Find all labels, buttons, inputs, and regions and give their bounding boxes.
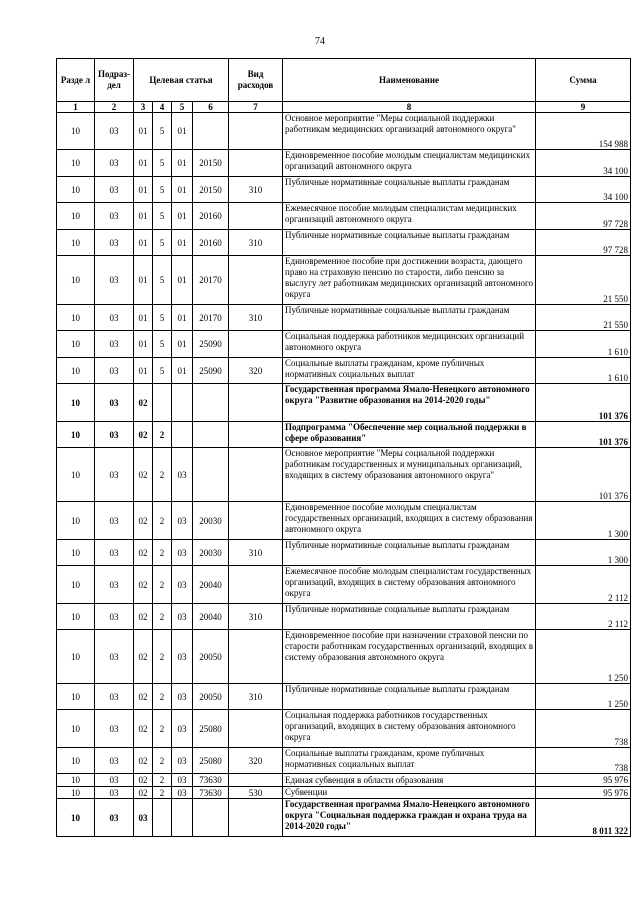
name-cell: Публичные нормативные социальные выплаты гражданам [283, 177, 536, 203]
program-code-cell: 01 [134, 358, 153, 384]
table-row [57, 710, 631, 748]
expense-type-cell [229, 113, 283, 150]
expense-type-cell: 310 [229, 230, 283, 256]
event-code-cell: 03 [172, 448, 193, 502]
name-cell: Публичные нормативные социальные выплаты гражданам [283, 230, 536, 256]
razdel-cell: 10 [57, 710, 95, 748]
page-number: 74 [315, 36, 325, 47]
table-row [57, 799, 631, 837]
event-code-cell: 01 [172, 113, 193, 150]
expense-type-cell [229, 384, 283, 422]
table-row [57, 787, 631, 799]
direction-code-cell: 20030 [193, 502, 229, 540]
event-code-cell [172, 799, 193, 837]
razdel-cell: 10 [57, 540, 95, 566]
amount-cell: 1 610 [536, 358, 631, 384]
subprogram-code-cell: 5 [153, 256, 172, 305]
program-code-cell: 02 [134, 710, 153, 748]
expense-type-cell [229, 448, 283, 502]
podrazdel-cell: 03 [95, 502, 134, 540]
column-number: 2 [95, 102, 134, 113]
table-body [57, 113, 631, 837]
program-code-cell: 02 [134, 684, 153, 710]
amount-cell: 34 100 [536, 150, 631, 177]
expense-type-cell: 320 [229, 358, 283, 384]
podrazdel-cell: 03 [95, 422, 134, 448]
razdel-cell: 10 [57, 203, 95, 230]
subprogram-code-cell: 2 [153, 774, 172, 787]
name-cell: Публичные нормативные социальные выплаты гражданам [283, 604, 536, 630]
direction-code-cell [193, 113, 229, 150]
amount-cell: 101 376 [536, 448, 631, 502]
program-code-cell: 01 [134, 113, 153, 150]
subprogram-code-cell: 2 [153, 422, 172, 448]
column-number: 9 [536, 102, 631, 113]
razdel-cell: 10 [57, 305, 95, 331]
subprogram-code-cell: 2 [153, 630, 172, 684]
name-cell: Публичные нормативные социальные выплаты гражданам [283, 305, 536, 331]
razdel-cell: 10 [57, 358, 95, 384]
table-row [57, 384, 631, 422]
event-code-cell: 03 [172, 710, 193, 748]
column-number: 4 [153, 102, 172, 113]
direction-code-cell: 25090 [193, 358, 229, 384]
podrazdel-cell: 03 [95, 630, 134, 684]
table-row [57, 684, 631, 710]
table-row [57, 177, 631, 203]
amount-cell: 95 976 [536, 787, 631, 799]
razdel-cell: 10 [57, 230, 95, 256]
razdel-cell: 10 [57, 604, 95, 630]
expense-type-cell [229, 774, 283, 787]
name-cell: Социальная поддержка работников государственных организаций, входящих в систему образования автономного округа [283, 710, 536, 748]
event-code-cell [172, 384, 193, 422]
table-row [57, 305, 631, 331]
amount-cell: 1 250 [536, 684, 631, 710]
podrazdel-cell: 03 [95, 305, 134, 331]
direction-code-cell: 20040 [193, 604, 229, 630]
program-code-cell: 01 [134, 203, 153, 230]
expense-type-cell [229, 630, 283, 684]
event-code-cell: 03 [172, 748, 193, 774]
program-code-cell: 02 [134, 502, 153, 540]
subprogram-code-cell: 5 [153, 177, 172, 203]
amount-cell: 95 976 [536, 774, 631, 787]
direction-code-cell [193, 384, 229, 422]
podrazdel-cell: 03 [95, 230, 134, 256]
name-cell: Социальная поддержка работников медицинских организаций автономного округа [283, 331, 536, 358]
razdel-cell: 10 [57, 774, 95, 787]
direction-code-cell: 73630 [193, 787, 229, 799]
name-cell: Публичные нормативные социальные выплаты гражданам [283, 684, 536, 710]
subprogram-code-cell: 2 [153, 604, 172, 630]
name-cell: Единовременное пособие при достижении возраста, дающего право на страховую пенсию по старости, либо пенсию за выслугу лет работникам медицинских организаций автономного округа [283, 256, 536, 305]
direction-code-cell: 25080 [193, 748, 229, 774]
direction-code-cell: 20160 [193, 230, 229, 256]
amount-cell: 2 112 [536, 604, 631, 630]
razdel-cell: 10 [57, 799, 95, 837]
event-code-cell: 01 [172, 230, 193, 256]
podrazdel-cell: 03 [95, 540, 134, 566]
amount-cell: 738 [536, 710, 631, 748]
event-code-cell: 01 [172, 331, 193, 358]
column-number: 8 [283, 102, 536, 113]
column-number: 5 [172, 102, 193, 113]
program-code-cell: 02 [134, 787, 153, 799]
direction-code-cell: 20050 [193, 630, 229, 684]
event-code-cell: 01 [172, 358, 193, 384]
direction-code-cell: 20160 [193, 203, 229, 230]
event-code-cell: 03 [172, 502, 193, 540]
amount-cell: 1 250 [536, 630, 631, 684]
podrazdel-cell: 03 [95, 384, 134, 422]
subprogram-code-cell: 2 [153, 748, 172, 774]
expense-type-cell [229, 256, 283, 305]
name-cell: Единовременное пособие молодым специалистам государственных организаций, входящих в систему образования автономного округа [283, 502, 536, 540]
direction-code-cell [193, 799, 229, 837]
table-row [57, 331, 631, 358]
subprogram-code-cell: 2 [153, 448, 172, 502]
program-code-cell: 01 [134, 150, 153, 177]
direction-code-cell [193, 422, 229, 448]
program-code-cell: 02 [134, 422, 153, 448]
expense-type-cell [229, 150, 283, 177]
event-code-cell: 03 [172, 684, 193, 710]
expense-type-cell: 310 [229, 604, 283, 630]
direction-code-cell: 25080 [193, 710, 229, 748]
subprogram-code-cell: 2 [153, 566, 172, 604]
expense-type-cell: 320 [229, 748, 283, 774]
razdel-cell: 10 [57, 113, 95, 150]
podrazdel-cell: 03 [95, 331, 134, 358]
event-code-cell: 03 [172, 566, 193, 604]
subprogram-code-cell: 5 [153, 331, 172, 358]
event-code-cell: 03 [172, 774, 193, 787]
name-cell: Основное мероприятие "Меры социальной поддержки работникам государственных и муниципальных организаций, входящих в систему образования автономного округа" [283, 448, 536, 502]
subprogram-code-cell: 5 [153, 203, 172, 230]
name-cell: Государственная программа Ямало-Ненецкого автономного округа "Социальная поддержка граждан и охрана труда на 2014-2020 годы" [283, 799, 536, 837]
amount-cell: 1 300 [536, 502, 631, 540]
program-code-cell: 03 [134, 799, 153, 837]
expense-type-cell: 310 [229, 305, 283, 331]
subprogram-code-cell: 5 [153, 230, 172, 256]
razdel-cell: 10 [57, 448, 95, 502]
name-cell: Ежемесячное пособие молодым специалистам государственных организаций, входящих в систему образования автономного округа [283, 566, 536, 604]
amount-cell: 8 011 322 [536, 799, 631, 837]
program-code-cell: 02 [134, 540, 153, 566]
direction-code-cell: 20150 [193, 150, 229, 177]
expense-type-cell [229, 710, 283, 748]
header-podrazdel: Подраз-дел [95, 59, 134, 102]
table-row [57, 203, 631, 230]
program-code-cell: 01 [134, 331, 153, 358]
table-row [57, 422, 631, 448]
podrazdel-cell: 03 [95, 774, 134, 787]
podrazdel-cell: 03 [95, 710, 134, 748]
budget-table [56, 58, 631, 837]
direction-code-cell: 20050 [193, 684, 229, 710]
expense-type-cell: 310 [229, 684, 283, 710]
podrazdel-cell: 03 [95, 684, 134, 710]
podrazdel-cell: 03 [95, 748, 134, 774]
expense-type-cell: 310 [229, 177, 283, 203]
razdel-cell: 10 [57, 331, 95, 358]
razdel-cell: 10 [57, 256, 95, 305]
table-row [57, 540, 631, 566]
subprogram-code-cell: 2 [153, 710, 172, 748]
event-code-cell: 03 [172, 787, 193, 799]
event-code-cell: 01 [172, 305, 193, 331]
program-code-cell: 02 [134, 448, 153, 502]
direction-code-cell: 20030 [193, 540, 229, 566]
column-number: 7 [229, 102, 283, 113]
table-row [57, 748, 631, 774]
amount-cell: 21 550 [536, 256, 631, 305]
name-cell: Субвенции [283, 787, 536, 799]
direction-code-cell [193, 448, 229, 502]
razdel-cell: 10 [57, 502, 95, 540]
podrazdel-cell: 03 [95, 566, 134, 604]
table-row [57, 630, 631, 684]
table-row [57, 566, 631, 604]
event-code-cell: 01 [172, 177, 193, 203]
event-code-cell: 03 [172, 540, 193, 566]
amount-cell: 97 728 [536, 203, 631, 230]
table-row [57, 150, 631, 177]
table-row [57, 230, 631, 256]
amount-cell: 2 112 [536, 566, 631, 604]
amount-cell: 1 300 [536, 540, 631, 566]
expense-type-cell [229, 799, 283, 837]
direction-code-cell: 20150 [193, 177, 229, 203]
direction-code-cell: 20040 [193, 566, 229, 604]
podrazdel-cell: 03 [95, 256, 134, 305]
name-cell: Единовременное пособие при назначении страховой пенсии по старости работникам государственных организаций, входящих в систему образования автономного округа [283, 630, 536, 684]
subprogram-code-cell: 5 [153, 358, 172, 384]
podrazdel-cell: 03 [95, 113, 134, 150]
table-row [57, 502, 631, 540]
amount-cell: 738 [536, 748, 631, 774]
program-code-cell: 01 [134, 305, 153, 331]
column-number: 1 [57, 102, 95, 113]
expense-type-cell: 310 [229, 540, 283, 566]
amount-cell: 34 100 [536, 177, 631, 203]
subprogram-code-cell [153, 384, 172, 422]
razdel-cell: 10 [57, 787, 95, 799]
expense-type-cell: 530 [229, 787, 283, 799]
razdel-cell: 10 [57, 566, 95, 604]
razdel-cell: 10 [57, 422, 95, 448]
expense-type-cell [229, 203, 283, 230]
event-code-cell: 03 [172, 630, 193, 684]
name-cell: Подпрограмма "Обеспечение мер социальной поддержки в сфере образования" [283, 422, 536, 448]
header-celevaya-statya: Целевая статья [134, 59, 229, 102]
header-vid-raskhodov: Вид расходов [229, 59, 283, 102]
razdel-cell: 10 [57, 384, 95, 422]
subprogram-code-cell: 2 [153, 684, 172, 710]
direction-code-cell: 20170 [193, 256, 229, 305]
name-cell: Социальные выплаты гражданам, кроме публичных нормативных социальных выплат [283, 748, 536, 774]
column-number-row [57, 102, 631, 113]
name-cell: Единая субвенция в области образования [283, 774, 536, 787]
podrazdel-cell: 03 [95, 203, 134, 230]
razdel-cell: 10 [57, 684, 95, 710]
direction-code-cell: 73630 [193, 774, 229, 787]
program-code-cell: 02 [134, 774, 153, 787]
program-code-cell: 02 [134, 748, 153, 774]
program-code-cell: 02 [134, 384, 153, 422]
column-number: 3 [134, 102, 153, 113]
podrazdel-cell: 03 [95, 150, 134, 177]
subprogram-code-cell: 5 [153, 305, 172, 331]
event-code-cell [172, 422, 193, 448]
table-row [57, 448, 631, 502]
program-code-cell: 01 [134, 177, 153, 203]
razdel-cell: 10 [57, 150, 95, 177]
event-code-cell: 03 [172, 604, 193, 630]
table-row [57, 358, 631, 384]
subprogram-code-cell: 2 [153, 540, 172, 566]
podrazdel-cell: 03 [95, 448, 134, 502]
razdel-cell: 10 [57, 630, 95, 684]
subprogram-code-cell: 5 [153, 150, 172, 177]
subprogram-code-cell: 5 [153, 113, 172, 150]
column-number: 6 [193, 102, 229, 113]
amount-cell: 101 376 [536, 384, 631, 422]
direction-code-cell: 25090 [193, 331, 229, 358]
expense-type-cell [229, 566, 283, 604]
name-cell: Единовременное пособие молодым специалистам медицинских организаций автономного округа [283, 150, 536, 177]
expense-type-cell [229, 502, 283, 540]
direction-code-cell: 20170 [193, 305, 229, 331]
razdel-cell: 10 [57, 748, 95, 774]
amount-cell: 154 988 [536, 113, 631, 150]
program-code-cell: 01 [134, 256, 153, 305]
header-row [57, 59, 631, 102]
podrazdel-cell: 03 [95, 787, 134, 799]
subprogram-code-cell [153, 799, 172, 837]
amount-cell: 101 376 [536, 422, 631, 448]
name-cell: Публичные нормативные социальные выплаты гражданам [283, 540, 536, 566]
amount-cell: 21 550 [536, 305, 631, 331]
table-row [57, 604, 631, 630]
program-code-cell: 02 [134, 604, 153, 630]
event-code-cell: 01 [172, 256, 193, 305]
amount-cell: 97 728 [536, 230, 631, 256]
name-cell: Ежемесячное пособие молодым специалистам медицинских организаций автономного округа [283, 203, 536, 230]
header-razdel: Разде л [57, 59, 95, 102]
expense-type-cell [229, 331, 283, 358]
name-cell: Государственная программа Ямало-Ненецкого автономного округа "Развитие образования на 2014-2020 годы" [283, 384, 536, 422]
razdel-cell: 10 [57, 177, 95, 203]
program-code-cell: 02 [134, 566, 153, 604]
event-code-cell: 01 [172, 150, 193, 177]
program-code-cell: 01 [134, 230, 153, 256]
name-cell: Основное мероприятие "Меры социальной поддержки работникам медицинских организаций автономного округа" [283, 113, 536, 150]
table-row [57, 774, 631, 787]
name-cell: Социальные выплаты гражданам, кроме публичных нормативных социальных выплат [283, 358, 536, 384]
subprogram-code-cell: 2 [153, 787, 172, 799]
subprogram-code-cell: 2 [153, 502, 172, 540]
podrazdel-cell: 03 [95, 358, 134, 384]
table-row [57, 113, 631, 150]
program-code-cell: 02 [134, 630, 153, 684]
podrazdel-cell: 03 [95, 799, 134, 837]
table-row [57, 256, 631, 305]
header-naimenovanie: Наименование [283, 59, 536, 102]
header-summa: Сумма [536, 59, 631, 102]
podrazdel-cell: 03 [95, 177, 134, 203]
amount-cell: 1 610 [536, 331, 631, 358]
expense-type-cell [229, 422, 283, 448]
event-code-cell: 01 [172, 203, 193, 230]
podrazdel-cell: 03 [95, 604, 134, 630]
